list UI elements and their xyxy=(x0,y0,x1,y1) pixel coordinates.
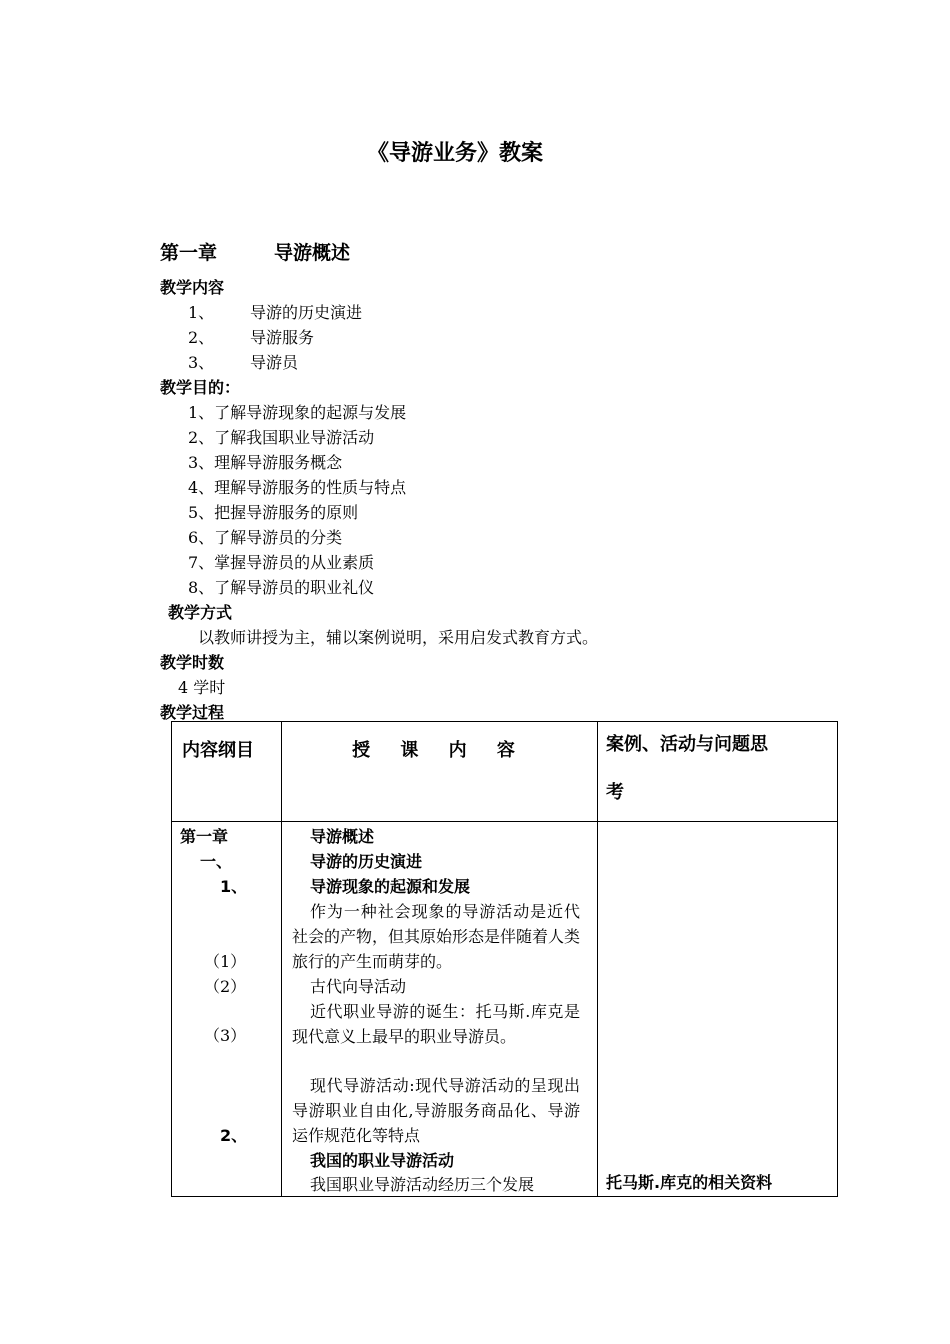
process-heading: 教学过程 xyxy=(160,703,225,722)
outline-item: （3） xyxy=(204,1026,247,1045)
goal-item: 3、理解导游服务概念 xyxy=(188,453,343,472)
content-paragraph: 作为一种社会现象的导游活动是近代社会的产物，但其原始形态是伴随着人类旅行的产生而萌芽的。 xyxy=(292,902,581,971)
content-line: 导游概述 xyxy=(310,827,375,846)
outline-item: 第一章 xyxy=(180,827,229,846)
content-line: 我国的职业导游活动 xyxy=(310,1151,455,1170)
goal-item: 6、了解导游员的分类 xyxy=(188,528,343,547)
content-line: 导游的历史演进 xyxy=(310,852,423,871)
goal-item: 2、了解我国职业导游活动 xyxy=(188,428,375,447)
content-heading: 教学内容 xyxy=(160,278,225,297)
goal-item: 1、了解导游现象的起源与发展 xyxy=(188,403,407,422)
outline-item: （2） xyxy=(204,977,247,996)
case-cell xyxy=(598,822,838,1197)
content-line: 导游现象的起源和发展 xyxy=(310,877,471,896)
header-content: 授 课 内 容 xyxy=(282,722,598,822)
chapter-heading xyxy=(160,238,350,265)
method-text: 以教师讲授为主，辅以案例说明，采用启发式教育方式。 xyxy=(198,628,599,647)
content-line: 古代向导活动 xyxy=(310,977,407,996)
hours-text: 4 学时 xyxy=(178,678,226,697)
goal-item: 8、了解导游员的职业礼仪 xyxy=(188,578,375,597)
outline-item: 一、 xyxy=(200,852,233,871)
table-header-row xyxy=(172,722,838,822)
case-text: 托马斯.库克的相关资料 xyxy=(606,1173,773,1192)
content-item: 1、 导游的历史演进 xyxy=(188,303,363,322)
content-item: 3、 导游员 xyxy=(188,353,299,372)
header-outline: 内容纲目 xyxy=(172,722,282,822)
hours-heading: 教学时数 xyxy=(160,653,225,672)
goals-heading: 教学目的： xyxy=(160,378,241,397)
table-row xyxy=(172,822,838,1197)
goal-item: 5、把握导游服务的原则 xyxy=(188,503,359,522)
content-paragraph: 现代导游活动:现代导游活动的呈现出导游职业自由化,导游服务商品化、导游运作规范化等特点 xyxy=(292,1076,580,1145)
goal-item: 4、理解导游服务的性质与特点 xyxy=(188,478,407,497)
outline-item: 2、 xyxy=(220,1126,248,1145)
goal-item: 7、掌握导游员的从业素质 xyxy=(188,553,375,572)
process-table xyxy=(171,721,838,1197)
content-cell xyxy=(282,822,598,1197)
outline-item: 1、 xyxy=(220,877,248,896)
content-paragraph: 近代职业导游的诞生：托马斯.库克是现代意义上最早的职业导游员。 xyxy=(292,1002,580,1046)
method-heading: 教学方式 xyxy=(168,603,233,622)
chapter-name: 导游概述 xyxy=(274,242,351,264)
header-cases: 案例、活动与问题思 考 xyxy=(598,722,838,822)
outline-item: （1） xyxy=(204,952,247,971)
chapter-number: 第一章 xyxy=(160,242,218,264)
content-item: 2、 导游服务 xyxy=(188,328,315,347)
outline-cell xyxy=(172,822,282,1197)
content-line: 我国职业导游活动经历三个发展 xyxy=(310,1175,535,1194)
document-title: 《导游业务》教案 xyxy=(366,141,543,166)
